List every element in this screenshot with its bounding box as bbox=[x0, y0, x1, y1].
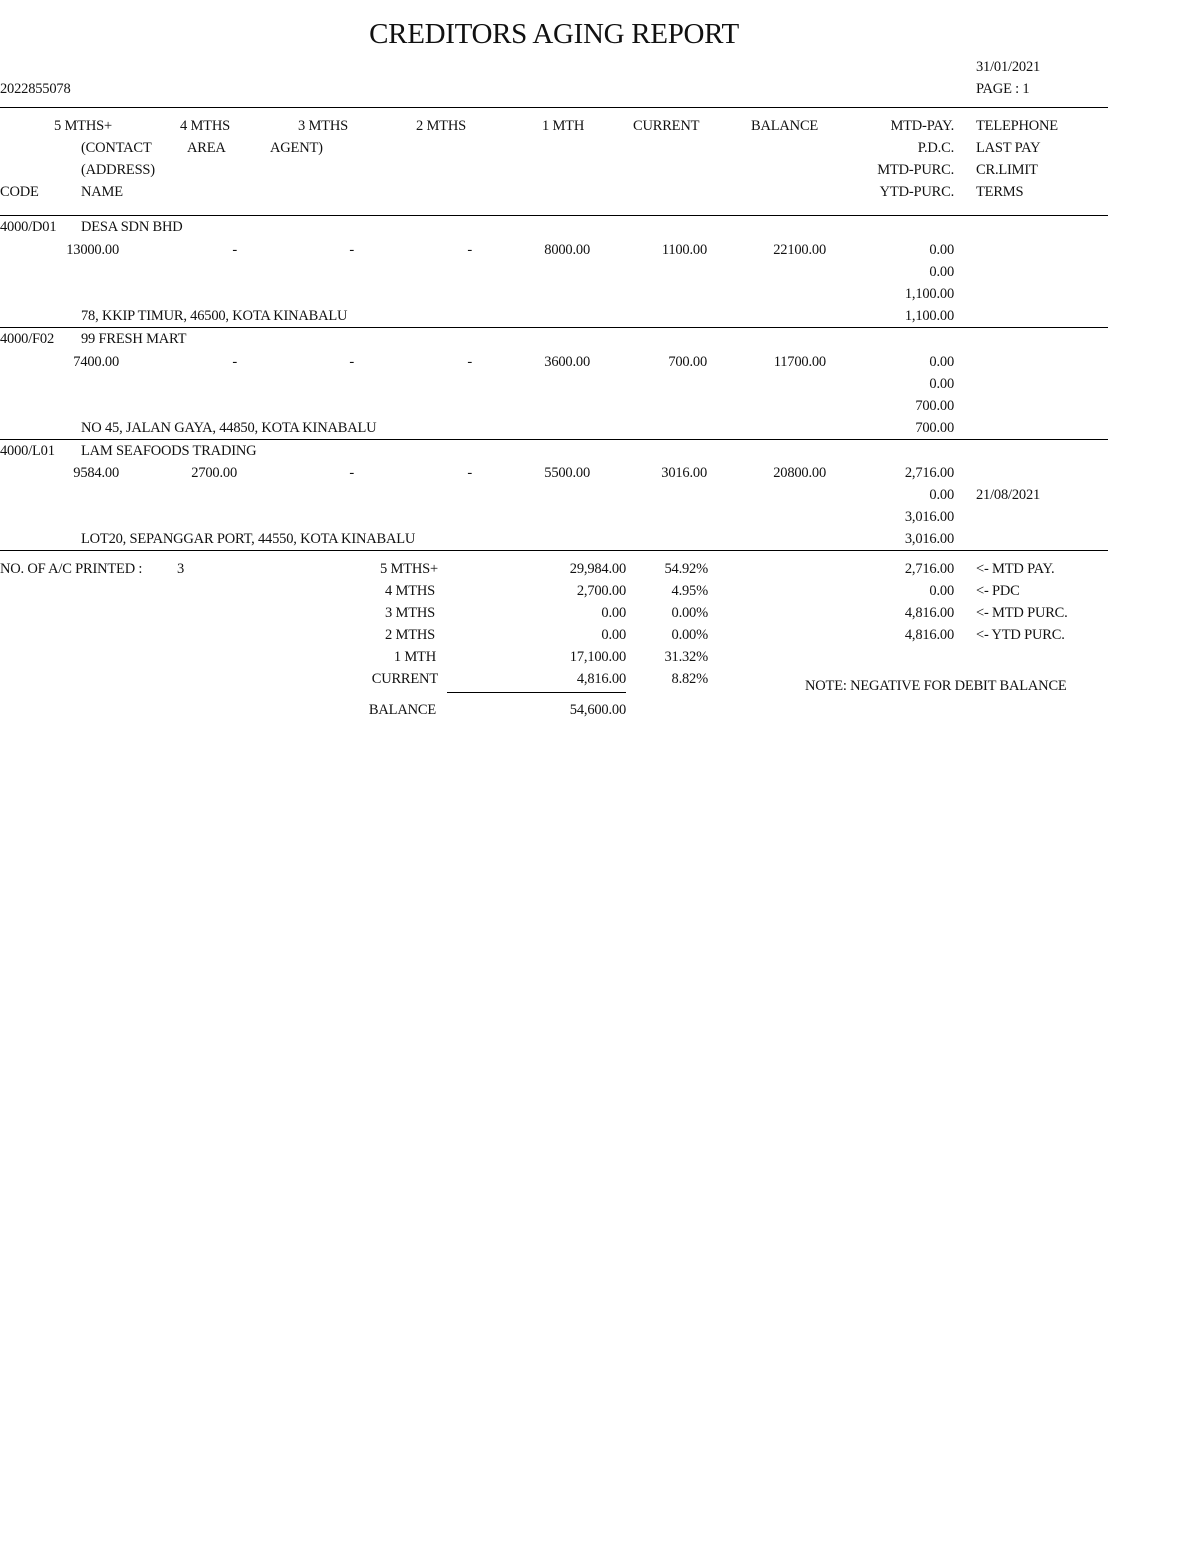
summary-label: 3 MTHS bbox=[385, 605, 435, 621]
header-5mths: 5 MTHS+ bbox=[54, 118, 112, 134]
creditor-code: 4000/D01 bbox=[0, 219, 57, 235]
total-mtd-purc: 4,816.00 bbox=[904, 605, 954, 621]
amount-3mths: - bbox=[349, 465, 354, 481]
header-area: AREA bbox=[187, 140, 226, 156]
amount-current: 700.00 bbox=[668, 354, 707, 370]
amount-5mths: 7400.00 bbox=[73, 354, 119, 370]
mtd-purc-value: 700.00 bbox=[915, 398, 954, 414]
header-ytd-purc: YTD-PURC. bbox=[879, 184, 954, 200]
header-pdc: P.D.C. bbox=[917, 140, 954, 156]
header-mtd-pay: MTD-PAY. bbox=[890, 118, 954, 134]
record-divider bbox=[0, 439, 1108, 440]
amount-3mths: - bbox=[349, 354, 354, 370]
header-last-pay: LAST PAY bbox=[976, 140, 1041, 156]
total-pdc-label: <- PDC bbox=[976, 583, 1020, 599]
amount-5mths: 13000.00 bbox=[66, 242, 119, 258]
creditor-code: 4000/F02 bbox=[0, 331, 54, 347]
header-bottom-rule bbox=[0, 215, 1108, 216]
amount-2mths: - bbox=[467, 465, 472, 481]
amount-4mths: 2700.00 bbox=[191, 465, 237, 481]
summary-percent: 8.82% bbox=[671, 671, 708, 687]
creditor-name: 99 FRESH MART bbox=[81, 331, 187, 347]
mtd-pay-value: 0.00 bbox=[929, 242, 954, 258]
header-2mths: 2 MTHS bbox=[416, 118, 466, 134]
record-divider bbox=[0, 327, 1108, 328]
summary-divider bbox=[0, 550, 1108, 551]
mtd-purc-value: 3,016.00 bbox=[904, 509, 954, 525]
summary-percent: 0.00% bbox=[671, 605, 708, 621]
amount-4mths: - bbox=[232, 354, 237, 370]
creditor-address: LOT20, SEPANGGAR PORT, 44550, KOTA KINABALU bbox=[81, 531, 416, 547]
header-contact: (CONTACT bbox=[81, 140, 152, 156]
header-top-rule bbox=[0, 107, 1108, 108]
amount-3mths: - bbox=[349, 242, 354, 258]
ytd-purc-value: 700.00 bbox=[915, 420, 954, 436]
header-terms: TERMS bbox=[976, 184, 1024, 200]
header-cr-limit: CR.LIMIT bbox=[976, 162, 1038, 178]
balance-label: BALANCE bbox=[368, 702, 436, 718]
header-telephone: TELEPHONE bbox=[976, 118, 1058, 134]
header-code: CODE bbox=[0, 184, 39, 200]
summary-amount: 2,700.00 bbox=[576, 583, 626, 599]
header-1mth: 1 MTH bbox=[542, 118, 585, 134]
total-underline bbox=[447, 692, 626, 693]
amount-2mths: - bbox=[467, 354, 472, 370]
creditor-name: LAM SEAFOODS TRADING bbox=[81, 443, 257, 459]
header-name: NAME bbox=[81, 184, 123, 200]
pdc-value: 0.00 bbox=[929, 487, 954, 503]
amount-balance: 11700.00 bbox=[773, 354, 826, 370]
amount-4mths: - bbox=[232, 242, 237, 258]
creditor-name: DESA SDN BHD bbox=[81, 219, 183, 235]
summary-label: CURRENT bbox=[371, 671, 438, 687]
amount-current: 1100.00 bbox=[661, 242, 707, 258]
debit-balance-note: NOTE: NEGATIVE FOR DEBIT BALANCE bbox=[805, 678, 1067, 694]
total-ytd-purc: 4,816.00 bbox=[904, 627, 954, 643]
summary-amount: 4,816.00 bbox=[576, 671, 626, 687]
amount-2mths: - bbox=[467, 242, 472, 258]
amount-balance: 20800.00 bbox=[773, 465, 826, 481]
header-address: (ADDRESS) bbox=[81, 162, 155, 178]
printed-count: 3 bbox=[177, 561, 185, 577]
amount-5mths: 9584.00 bbox=[73, 465, 119, 481]
balance-total: 54,600.00 bbox=[569, 702, 626, 718]
summary-label: 5 MTHS+ bbox=[380, 561, 438, 577]
total-ytd-purc-label: <- YTD PURC. bbox=[976, 627, 1065, 643]
mtd-purc-value: 1,100.00 bbox=[904, 286, 954, 302]
header-3mths: 3 MTHS bbox=[298, 118, 348, 134]
summary-amount: 0.00 bbox=[601, 627, 626, 643]
amount-1mth: 8000.00 bbox=[544, 242, 590, 258]
summary-amount: 17,100.00 bbox=[569, 649, 626, 665]
last-pay-value: 21/08/2021 bbox=[976, 487, 1041, 503]
total-pdc: 0.00 bbox=[929, 583, 954, 599]
report-title: CREDITORS AGING REPORT bbox=[369, 18, 739, 50]
summary-percent: 54.92% bbox=[664, 561, 708, 577]
report-date: 31/01/2021 bbox=[976, 59, 1041, 75]
summary-percent: 4.95% bbox=[671, 583, 708, 599]
total-mtd-pay: 2,716.00 bbox=[904, 561, 954, 577]
amount-1mth: 5500.00 bbox=[544, 465, 590, 481]
ytd-purc-value: 3,016.00 bbox=[904, 531, 954, 547]
header-balance: BALANCE bbox=[751, 118, 819, 134]
amount-1mth: 3600.00 bbox=[544, 354, 590, 370]
page-number: PAGE : 1 bbox=[976, 81, 1030, 97]
summary-amount: 29,984.00 bbox=[569, 561, 626, 577]
ytd-purc-value: 1,100.00 bbox=[904, 308, 954, 324]
summary-amount: 0.00 bbox=[601, 605, 626, 621]
printed-count-label: NO. OF A/C PRINTED : bbox=[0, 561, 143, 577]
creditor-code: 4000/L01 bbox=[0, 443, 55, 459]
creditor-address: 78, KKIP TIMUR, 46500, KOTA KINABALU bbox=[81, 308, 348, 324]
summary-label: 2 MTHS bbox=[385, 627, 435, 643]
header-agent: AGENT) bbox=[270, 140, 323, 156]
total-mtd-pay-label: <- MTD PAY. bbox=[976, 561, 1055, 577]
mtd-pay-value: 0.00 bbox=[929, 354, 954, 370]
summary-label: 4 MTHS bbox=[385, 583, 435, 599]
header-current: CURRENT bbox=[633, 118, 700, 134]
pdc-value: 0.00 bbox=[929, 264, 954, 280]
creditor-address: NO 45, JALAN GAYA, 44850, KOTA KINABALU bbox=[81, 420, 377, 436]
amount-current: 3016.00 bbox=[661, 465, 707, 481]
summary-percent: 31.32% bbox=[664, 649, 708, 665]
summary-label: 1 MTH bbox=[393, 649, 436, 665]
total-mtd-purc-label: <- MTD PURC. bbox=[976, 605, 1068, 621]
amount-balance: 22100.00 bbox=[773, 242, 826, 258]
report-id: 2022855078 bbox=[0, 81, 71, 97]
mtd-pay-value: 2,716.00 bbox=[904, 465, 954, 481]
summary-percent: 0.00% bbox=[671, 627, 708, 643]
header-mtd-purc: MTD-PURC. bbox=[877, 162, 954, 178]
header-4mths: 4 MTHS bbox=[180, 118, 230, 134]
pdc-value: 0.00 bbox=[929, 376, 954, 392]
